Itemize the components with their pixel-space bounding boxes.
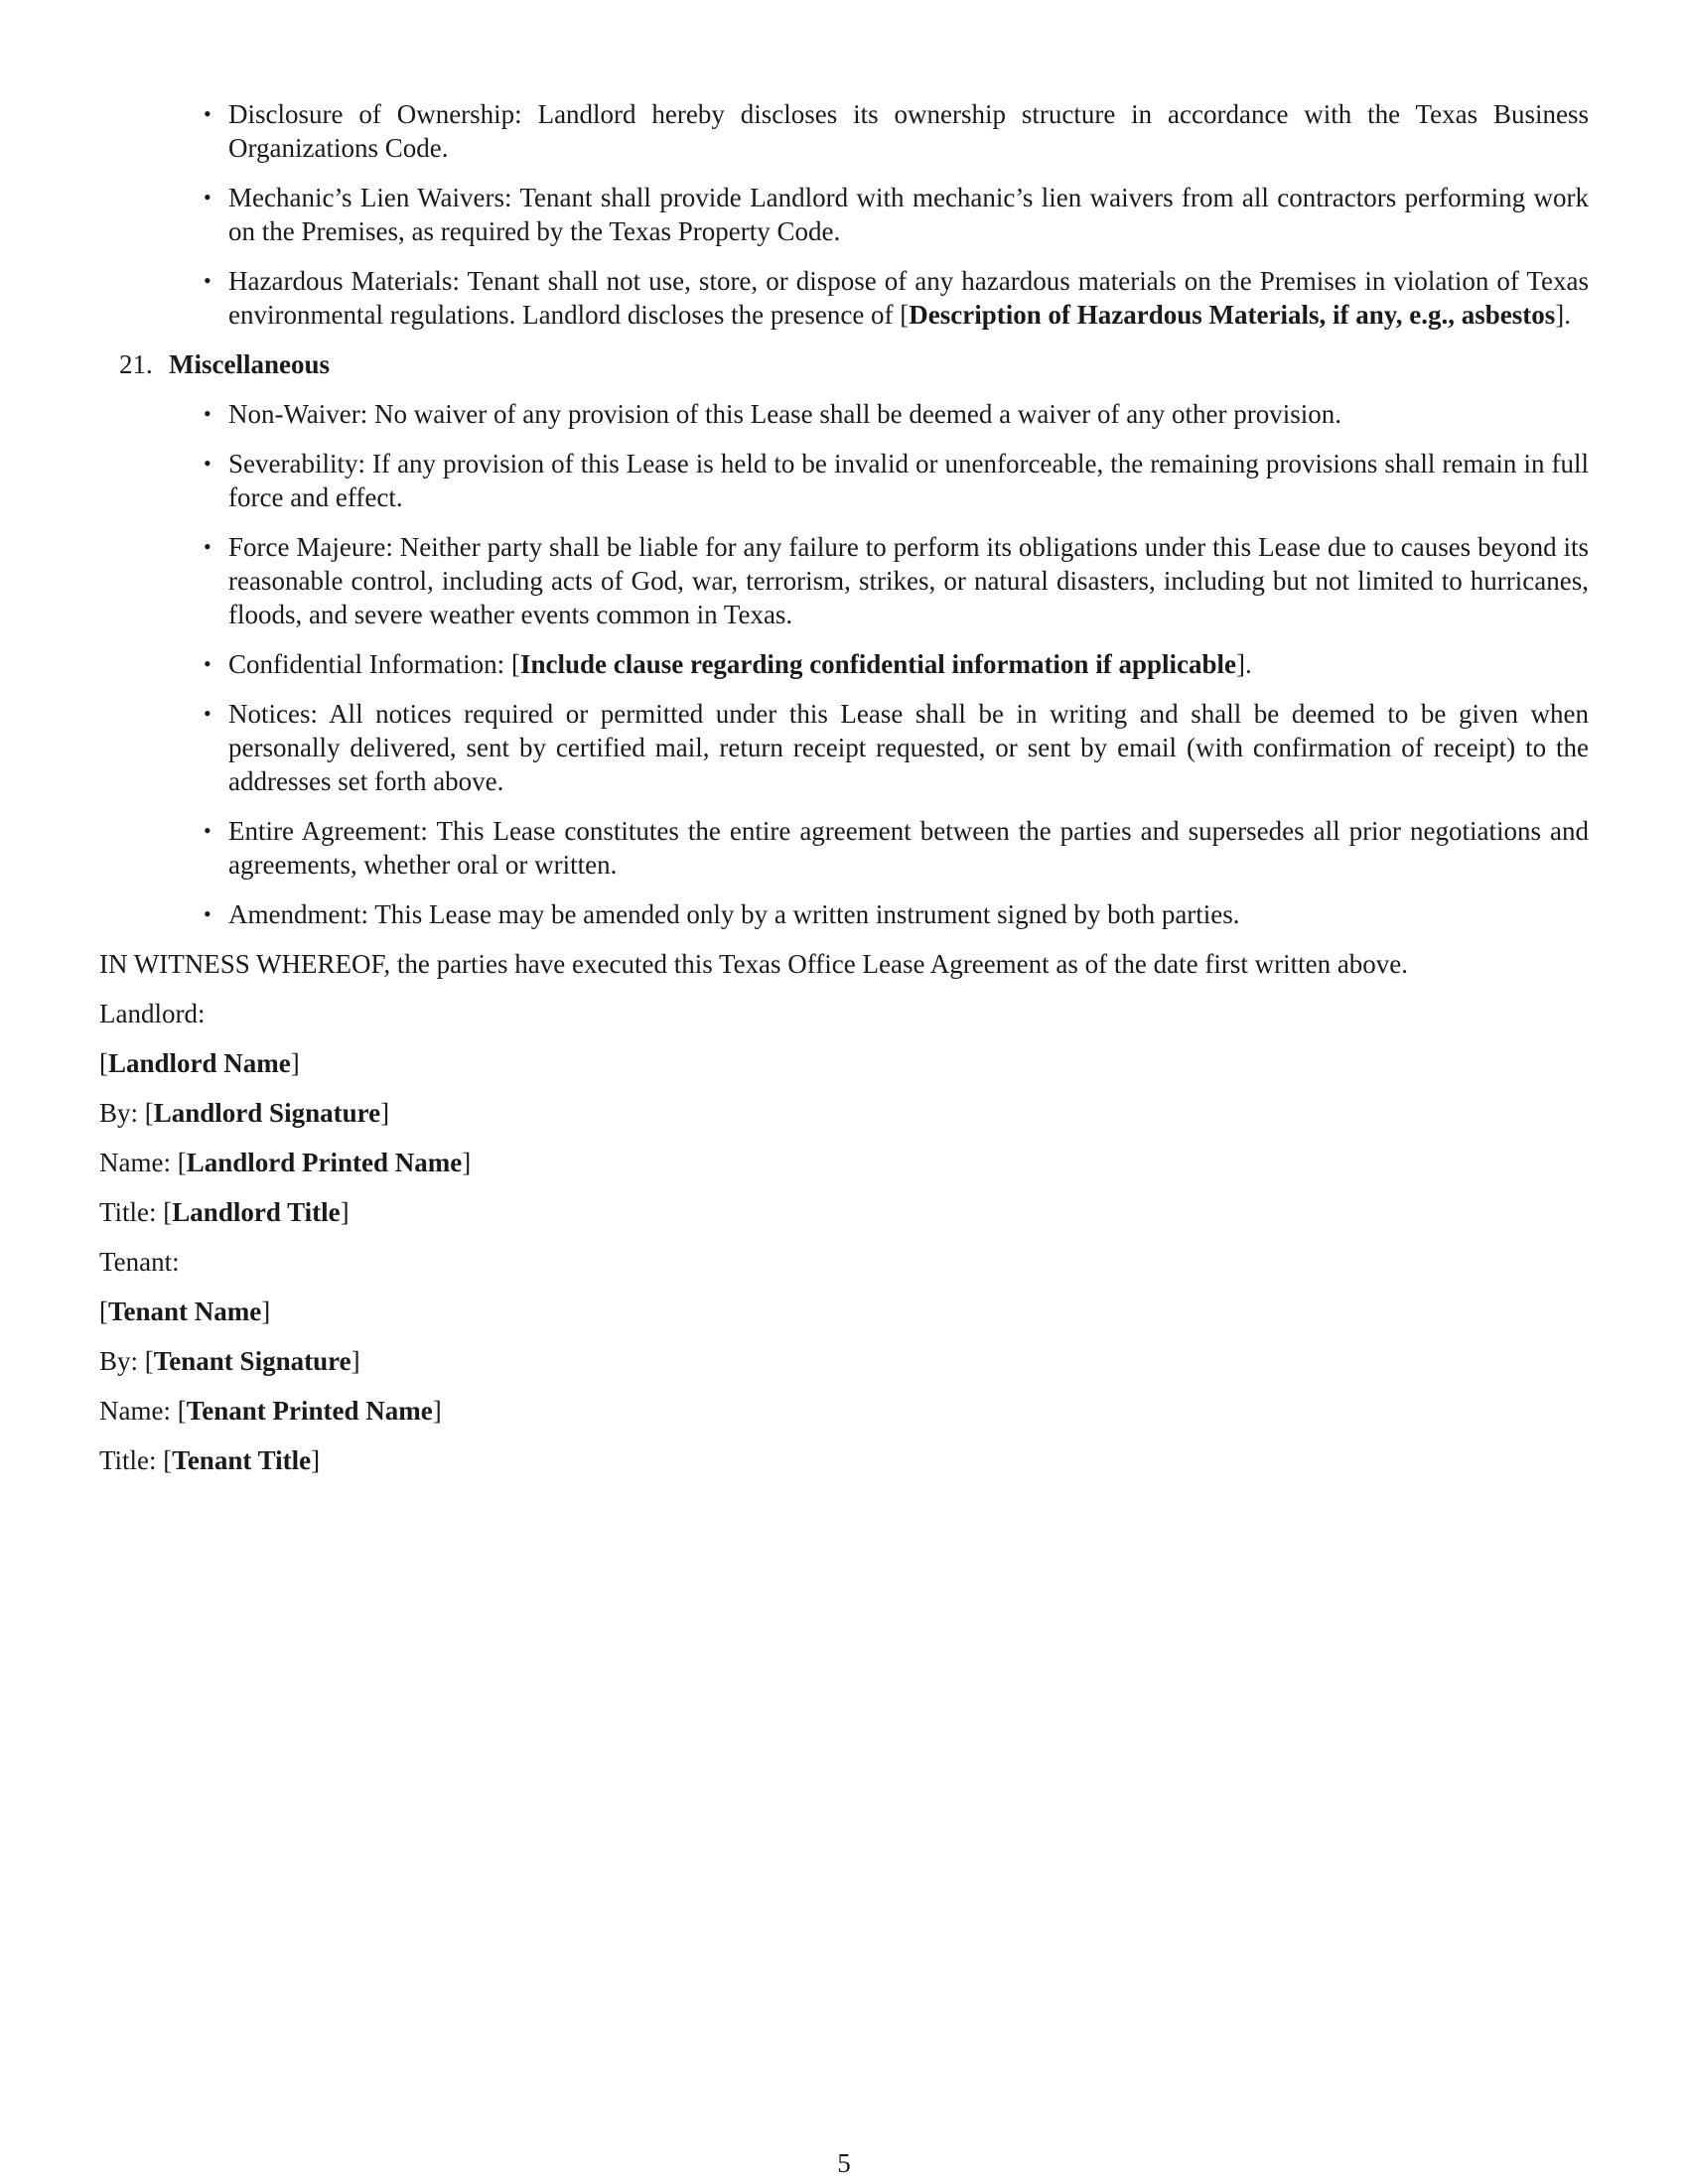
list-item: • Confidential Information: [Include clause regarding confidential information if applicable]. — [228, 647, 1589, 681]
section-number: 21. — [119, 349, 153, 379]
list-item: • Hazardous Materials: Tenant shall not use, store, or dispose of any hazardous materials on the Premises in violation of Texas environmental regulations. Landlord discloses the presence of [Description of Hazardous Materials, if any, e.g., asbestos]. — [228, 264, 1589, 332]
tenant-heading: Tenant: — [99, 1247, 180, 1277]
landlord-signature-block — [99, 997, 1589, 1229]
tenant-title: Title: [Tenant Title] — [99, 1445, 321, 1475]
landlord-printed-name: Name: [Landlord Printed Name] — [99, 1148, 472, 1177]
list-item: • Mechanic’s Lien Waivers: Tenant shall provide Landlord with mechanic’s lien waivers from all contractors performing work on the Premises, as required by the Texas Property Code. — [228, 181, 1589, 248]
list-item: • Non-Waiver: No waiver of any provision of this Lease shall be deemed a waiver of any other provision. — [228, 397, 1589, 431]
landlord-name: [Landlord Name] — [99, 1048, 300, 1078]
landlord-by: By: [Landlord Signature] — [99, 1098, 390, 1128]
tenant-by: By: [Tenant Signature] — [99, 1346, 360, 1376]
section-20-list — [99, 97, 1589, 332]
list-item: • Amendment: This Lease may be amended only by a written instrument signed by both parties. — [228, 897, 1589, 931]
tenant-signature-block — [99, 1245, 1589, 1477]
landlord-title: Title: [Landlord Title] — [99, 1197, 350, 1227]
tenant-name: [Tenant Name] — [99, 1297, 271, 1326]
list-item: • Severability: If any provision of this Lease is held to be invalid or unenforceable, the remaining provisions shall remain in full force and effect. — [228, 447, 1589, 514]
section-title: Miscellaneous — [169, 349, 330, 379]
section-21-heading — [119, 347, 1589, 381]
page-number: 5 — [837, 2148, 851, 2178]
page-content — [99, 97, 1589, 1493]
list-item: • Force Majeure: Neither party shall be liable for any failure to perform its obligations under this Lease due to causes beyond its reasonable control, including acts of God, war, terrorism, strikes, or natural disasters, including but not limited to hurricanes, floods, and severe weather events common in Texas. — [228, 530, 1589, 631]
landlord-heading: Landlord: — [99, 999, 206, 1028]
tenant-printed-name: Name: [Tenant Printed Name] — [99, 1396, 442, 1426]
section-21-list — [99, 397, 1589, 931]
list-item: • Disclosure of Ownership: Landlord hereby discloses its ownership structure in accordance with the Texas Business Organizations Code. — [228, 97, 1589, 165]
witness-statement: IN WITNESS WHEREOF, the parties have executed this Texas Office Lease Agreement as of the date first written above. — [99, 949, 1409, 979]
list-item: • Notices: All notices required or permitted under this Lease shall be in writing and shall be deemed to be given when personally delivered, sent by certified mail, return receipt requested, or sent by email (with confirmation of receipt) to the addresses set forth above. — [228, 697, 1589, 798]
list-item: • Entire Agreement: This Lease constitutes the entire agreement between the parties and supersedes all prior negotiations and agreements, whether oral or written. — [228, 814, 1589, 882]
